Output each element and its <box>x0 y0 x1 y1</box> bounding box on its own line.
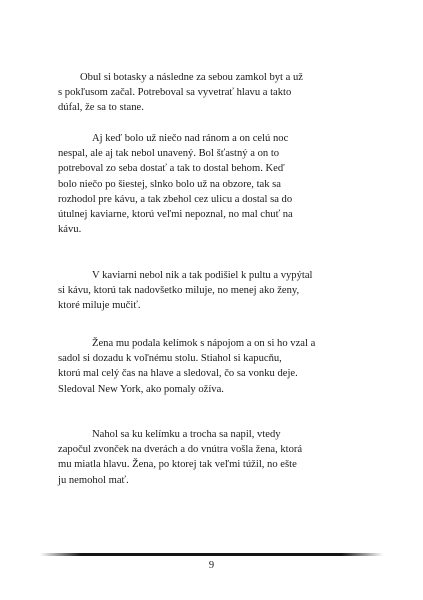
text-line: sadol si dozadu k voľnému stolu. Stiahol si kapucňu, <box>58 353 282 365</box>
footer-divider <box>40 553 383 556</box>
paragraph-4 <box>58 336 370 397</box>
text-line: Žena mu podala kelímok s nápojom a on si ho vzal a <box>92 338 316 349</box>
text-line: útulnej kaviarne, ktorú veľmi nepoznal, no mal chuť na <box>58 209 293 221</box>
text-line: kávu. <box>58 224 82 236</box>
text-line: započul zvonček na dverách a do vnútra vošla žena, ktorá <box>58 444 303 456</box>
text-line: Sledoval New York, ako pomaly ožíva. <box>58 383 224 395</box>
text-line: si kávu, ktorú tak nadovšetko miluje, no menej ako ženy, <box>58 285 300 297</box>
text-line: Aj keď bolo už niečo nad ránom a on celú noc <box>92 133 289 144</box>
text-line: nespal, ale aj tak nebol unavený. Bol šťastný a on to <box>58 148 280 160</box>
text-line: Obul si botasky a následne za sebou zamkol byt a už <box>80 72 303 83</box>
paragraph-2 <box>58 131 370 237</box>
text-line: mu miatla hlavu. Žena, po ktorej tak veľmi túžil, no ešte <box>58 459 297 471</box>
paragraph-5 <box>58 427 370 488</box>
text-line: V kaviarni nebol nik a tak podišiel k pultu a vypýtal <box>92 270 313 281</box>
text-line: Nahol sa ku kelímku a trocha sa napil, vtedy <box>92 429 281 440</box>
paragraph-3 <box>58 268 370 314</box>
page-number: 9 <box>208 560 215 571</box>
text-line: bolo niečo po šiestej, slnko bolo už na obzore, tak sa <box>58 178 282 190</box>
text-line: ju nemohol mať. <box>58 474 129 486</box>
text-line: ktoré miluje mučiť. <box>58 300 141 312</box>
text-line: s pokľusom začal. Potreboval sa vyvetrať hlavu a takto <box>58 87 292 99</box>
text-line: potreboval zo seba dostať a tak to dostal behom. Keď <box>58 163 285 175</box>
text-line: dúfal, že sa to stane. <box>58 102 144 114</box>
text-line: ktorú mal celý čas na hlave a sledoval, čo sa vonku deje. <box>58 368 298 380</box>
paragraph-1 <box>58 70 370 116</box>
text-line: rozhodol pre kávu, a tak zbehol cez ulicu a dostal sa do <box>58 193 293 205</box>
